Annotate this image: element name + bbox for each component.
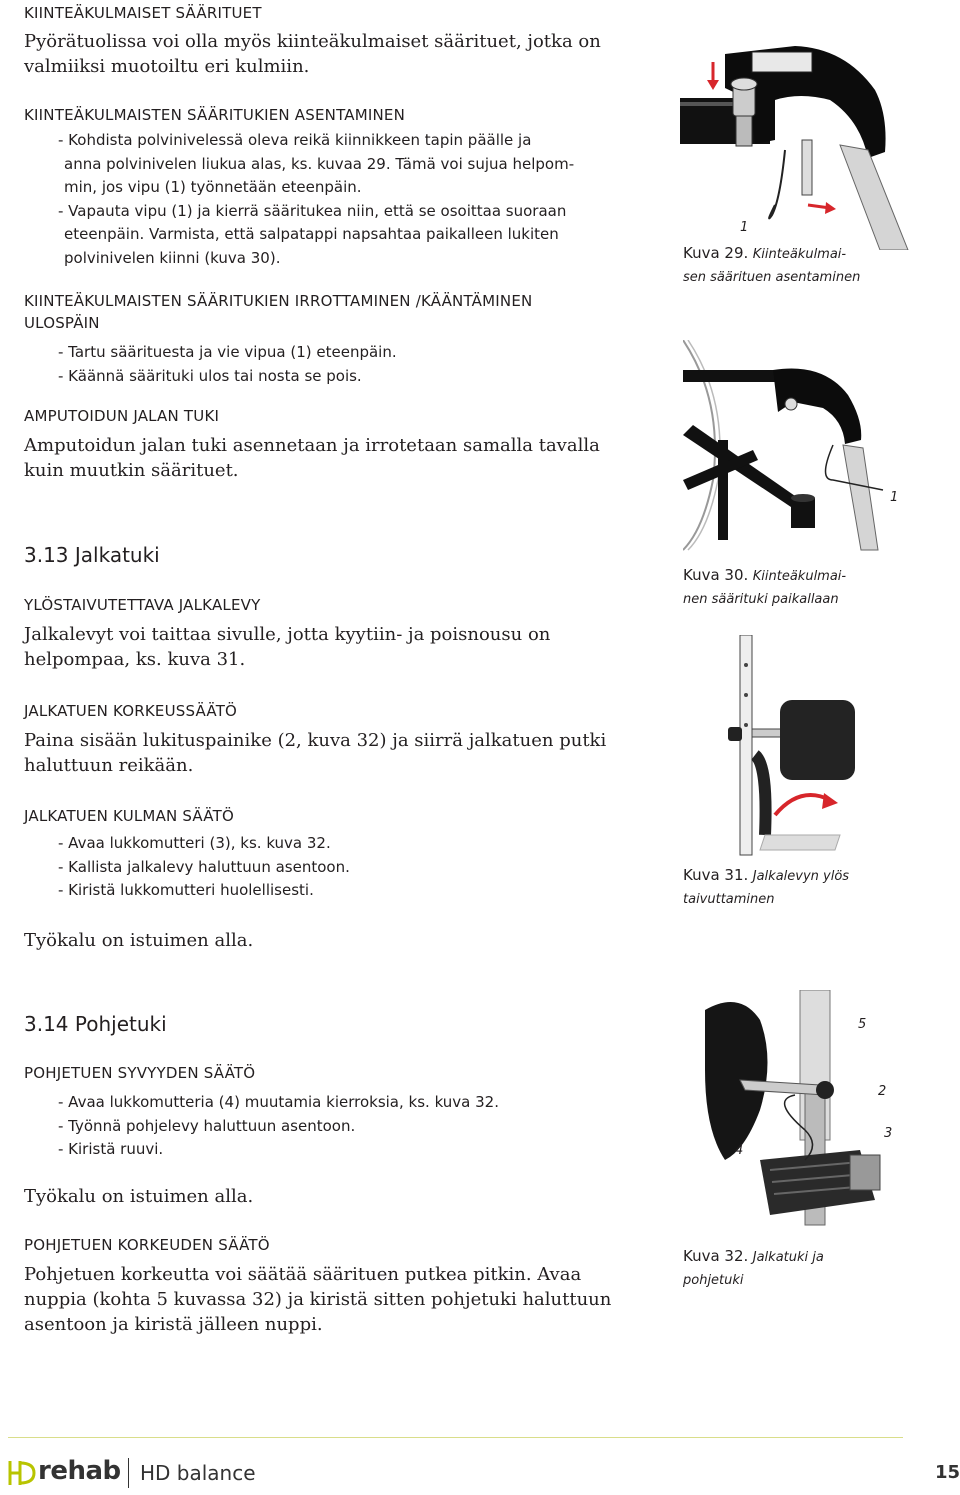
paragraph-height-adjust: Paina sisään lukituspainike (2, kuva 32) ja siirrä jalkatuen putki haluttuun reikään. xyxy=(24,730,607,776)
paragraph-amputee: Amputoidun jalan tuki asennetaan ja irrotetaan samalla tavalla kuin muutkin säärituet. xyxy=(24,435,600,481)
figure-32-label-2: 2 xyxy=(878,1084,887,1099)
heading-fold-up: YLÖSTAIVUTETTAVA JALKALEVY xyxy=(24,596,261,614)
heading-amputee: AMPUTOIDUN JALAN TUKI xyxy=(24,407,220,425)
brand-logo-icon xyxy=(6,1459,36,1487)
list-item: - Käännä säärituki ulos tai nosta se pois. xyxy=(58,366,362,385)
figure-31-caption: Kuva 31. Jalkalevyn ylös taivuttaminen xyxy=(683,866,850,907)
list-item: min, jos vipu (1) työnnetään eteenpäin. xyxy=(64,178,362,196)
figure-32-label-5: 5 xyxy=(858,1017,867,1032)
figure-30-label-1: 1 xyxy=(890,490,899,505)
list-mounting xyxy=(58,129,574,270)
page-number: 15 xyxy=(935,1462,960,1483)
heading-mounting: KIINTEÄKULMAISTEN SÄÄRITUKIEN ASENTAMINEN xyxy=(24,106,406,124)
list-item: - Avaa lukkomutteri (3), ks. kuva 32. xyxy=(58,834,331,852)
figure-32-illustration xyxy=(700,990,910,1230)
figure-29-illustration xyxy=(680,40,910,250)
list-item: - Kiristä ruuvi. xyxy=(58,1140,164,1158)
paragraph-calf-height: Pohjetuen korkeutta voi säätää säärituen putkea pitkin. Avaa nuppia (kohta 5 kuvassa 32) ja kiristä sitten pohjetuki haluttuun asentoon ja kiristä jälleen nuppi. xyxy=(24,1264,612,1335)
list-removing xyxy=(58,341,397,388)
figure-30-illustration xyxy=(683,340,903,560)
paragraph-fixed-leg-rests: Pyörätuolissa voi olla myös kiinteäkulmaiset säärituet, jotka on valmiiksi muotoiltu eri kulmiin. xyxy=(24,31,601,77)
heading-depth-adjust: POHJETUEN SYVYYDEN SÄÄTÖ xyxy=(24,1064,256,1082)
figure-31-illustration xyxy=(720,635,880,860)
list-item: - Avaa lukkomutteria (4) muutamia kierroksia, ks. kuva 32. xyxy=(58,1093,499,1111)
heading-fixed-leg-rests: KIINTEÄKULMAISET SÄÄRITUET xyxy=(24,4,262,22)
list-item: - Työnnä pohjelevy haluttuun asentoon. xyxy=(58,1116,356,1135)
paragraph-fold-up: Jalkalevyt voi taittaa sivulle, jotta kyytiin- ja poisnousu on helpompaa, ks. kuva 31. xyxy=(24,624,551,670)
footer-divider xyxy=(8,1437,903,1438)
tool-note-1: Työkalu on istuimen alla. xyxy=(24,930,254,951)
list-item: eteenpäin. Varmista, että salpatappi napsahtaa paikalleen lukiten xyxy=(64,225,559,243)
list-item: - Vapauta vipu (1) ja kierrä sääritukea niin, että se osoittaa suoraan xyxy=(58,201,567,220)
section-title-3-14: 3.14 Pohjetuki xyxy=(24,1012,167,1036)
list-item: - Kohdista polvinivelessä oleva reikä kiinnikkeen tapin päälle ja xyxy=(58,131,532,149)
heading-angle-adjust: JALKATUEN KULMAN SÄÄTÖ xyxy=(24,807,234,825)
product-name: HD balance xyxy=(140,1461,256,1485)
figure-29-label-1: 1 xyxy=(740,220,749,235)
figure-32-caption: Kuva 32. Jalkatuki ja pohjetuki xyxy=(683,1247,824,1288)
figure-32-label-4: 4 xyxy=(735,1143,744,1158)
list-item: anna polvinivelen liukua alas, ks. kuvaa 29. Tämä voi sujua helpom- xyxy=(64,154,575,173)
list-item: - Kallista jalkalevy haluttuun asentoon. xyxy=(58,857,350,876)
list-item: - Tartu säärituesta ja vie vipua (1) eteenpäin. xyxy=(58,343,397,361)
heading-removing: KIINTEÄKULMAISTEN SÄÄRITUKIEN IRROTTAMINEN /KÄÄNTÄMINEN ULOSPÄIN xyxy=(24,292,533,332)
list-depth-adjust xyxy=(58,1091,499,1162)
figure-29-caption: Kuva 29. Kiinteäkulmai- sen säärituen asentaminen xyxy=(683,244,861,285)
figure-30-caption: Kuva 30. Kiinteäkulmai- nen säärituki paikallaan xyxy=(683,566,847,607)
heading-calf-height: POHJETUEN KORKEUDEN SÄÄTÖ xyxy=(24,1236,270,1254)
footer-separator xyxy=(128,1458,129,1488)
figure-32-label-3: 3 xyxy=(884,1126,893,1141)
tool-note-2: Työkalu on istuimen alla. xyxy=(24,1186,254,1207)
list-item: - Kiristä lukkomutteri huolellisesti. xyxy=(58,881,314,899)
brand-logo-text: rehab xyxy=(38,1456,121,1486)
heading-height-adjust: JALKATUEN KORKEUSSÄÄTÖ xyxy=(24,702,238,720)
list-item: polvinivelen kiinni (kuva 30). xyxy=(64,248,281,267)
list-angle-adjust xyxy=(58,832,350,903)
section-title-3-13: 3.13 Jalkatuki xyxy=(24,543,160,567)
